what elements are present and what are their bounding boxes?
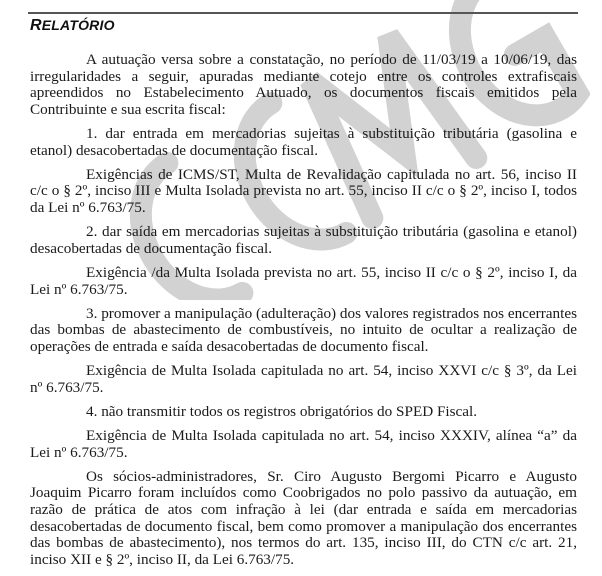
title-rest: ELATÓRIO xyxy=(41,17,115,33)
paragraph-item-4: 4. não transmitir todos os registros obrigatórios do SPED Fiscal. xyxy=(86,402,478,420)
paragraph-requirement-3: Exigência de Multa Isolada capitulada no art. 54, inciso XXVI c/c § 3º, da Lei nº 6.763/75. xyxy=(30,362,577,396)
paragraph-item-3: 3. promover a manipulação (adulteração) dos valores registrados nos encerrantes das bombas de abastecimento de combustíveis, no intuito de ocultar a realização de operações de entrada e saída desacobertadas de documento fiscal. xyxy=(30,304,577,355)
paragraph-coobligors: Os sócios-administradores, Sr. Ciro Augusto Bergomi Picarro e Augusto Joaquim Picarro foram incluídos como Coobrigados no polo passivo da autuação, em razão de prática de atos com infração à lei (dar entrada e saída em mercadorias desacobertadas de documento fiscal, bem como promover a manipulação dos encerrantes das bombas de abastecimento), nos termos do art. 135, inciso III, do CTN c/c art. 21, inciso XII e § 2º, inciso II, da Lei 6.763/75. xyxy=(30,467,577,568)
section-title xyxy=(30,17,115,35)
paragraph-requirement-4: Exigência de Multa Isolada capitulada no art. 54, inciso XXXIV, alínea “a” da Lei nº 6.763/75. xyxy=(30,427,577,461)
paragraph-item-2: 2. dar saída em mercadorias sujeitas à substituição tributária (gasolina e etanol) desacobertadas de documentação fiscal. xyxy=(30,223,577,257)
paragraph-item-1: 1. dar entrada em mercadorias sujeitas à substituição tributária (gasolina e etanol) desacobertadas de documentação fiscal. xyxy=(30,124,577,159)
paragraph-requirement-2: Exigência /da Multa Isolada prevista no art. 55, inciso II c/c o § 2º, inciso I, da Lei nº 6.763/75. xyxy=(30,263,577,298)
paragraph-intro: A autuação versa sobre a constatação, no período de 11/03/19 a 10/06/19, das irregularidades a seguir, apuradas mediante cotejo entre os controles extrafiscais apreendidos no Estabelecimento Autuado, os documentos fiscais emitidos pela Contribuinte e sua escrita fiscal: xyxy=(30,51,577,118)
title-initial: R xyxy=(30,17,42,34)
report-body xyxy=(30,52,577,576)
paragraph-requirement-1: Exigências de ICMS/ST, Multa de Revalidação capitulada no art. 56, inciso II c/c o § 2º, inciso III e Multa Isolada prevista no art. 55, inciso II c/c o § 2º, inciso I, todos da Lei nº 6.763/75. xyxy=(30,165,577,216)
header-rule xyxy=(28,12,578,14)
